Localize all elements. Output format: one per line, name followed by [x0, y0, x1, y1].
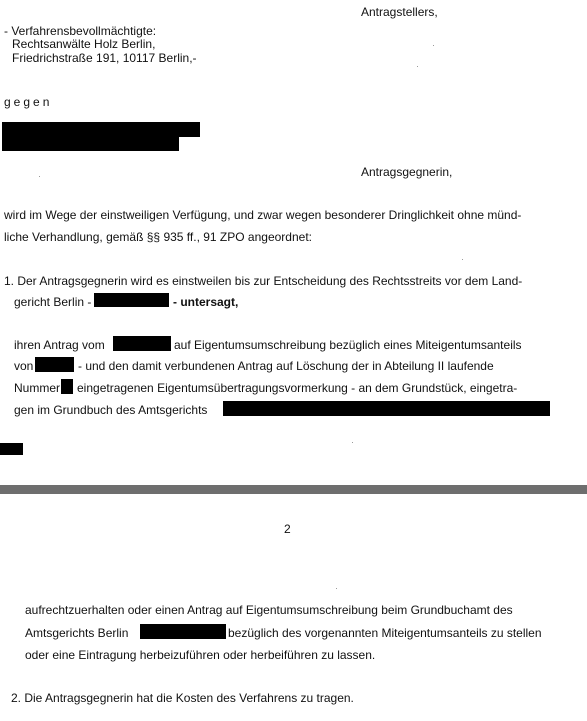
- antragsgegnerin-label: Antragsgegnerin,: [361, 165, 453, 179]
- item-2-line: 2. Die Antragsgegnerin hat die Kosten des Verfahrens zu tragen.: [11, 691, 354, 705]
- scan-speck: [336, 588, 337, 589]
- page-number: 2: [284, 522, 291, 536]
- item-1-line: gericht Berlin -: [14, 295, 92, 309]
- scan-speck: [462, 259, 463, 260]
- scan-speck: [417, 66, 418, 67]
- redaction-block: [94, 293, 169, 307]
- gegen-label: gegen: [4, 95, 53, 109]
- redaction-block: [223, 401, 550, 416]
- item-1-paragraph-line: ihren Antrag vom: [14, 338, 105, 352]
- continuation-line: oder eine Eintragung herbeizuführen oder herbeiführen zu lassen.: [25, 648, 376, 662]
- redaction-block: [2, 122, 200, 137]
- item-1-paragraph-line: Nummer: [14, 381, 61, 395]
- antragsteller-label: Antragstellers,: [361, 5, 438, 19]
- intro-line: liche Verhandlung, gemäß §§ 935 ff., 91 ZPO angeordnet:: [4, 230, 312, 244]
- redaction-block: [61, 379, 73, 394]
- continuation-line: bezüglich des vorgenannten Miteigentumsanteils zu stellen: [228, 626, 542, 640]
- item-1-paragraph-line: - und den damit verbundenen Antrag auf Löschung der in Abteilung II laufende: [78, 359, 494, 373]
- item-1-line: 1. Der Antragsgegnerin wird es einstweilen bis zur Entscheidung des Rechtsstreits vor dem Land-: [4, 274, 523, 288]
- item-1-paragraph-line: eingetragenen Eigentumsübertragungsvormerkung - an dem Grundstück, eingetra-: [77, 381, 518, 395]
- bevollmaechtigte-address: Friedrichstraße 191, 10117 Berlin,-: [12, 51, 197, 65]
- redaction-block: [140, 624, 226, 639]
- redaction-block: [113, 336, 171, 351]
- redaction-block: [35, 357, 74, 372]
- untersagt-text: - untersagt,: [173, 295, 239, 309]
- scan-speck: [39, 176, 40, 177]
- continuation-line: aufrechtzuerhalten oder einen Antrag auf Eigentumsumschreibung beim Grundbuchamt des: [25, 603, 513, 617]
- continuation-line: Amtsgerichts Berlin: [25, 626, 129, 640]
- item-1-paragraph-line: gen im Grundbuch des Amtsgerichts: [14, 403, 208, 417]
- page-divider: [0, 485, 587, 494]
- item-1-paragraph-line: von: [14, 359, 34, 373]
- bevollmaechtigte-heading: - Verfahrensbevollmächtigte:: [4, 24, 157, 38]
- scan-speck: [433, 45, 434, 46]
- intro-line: wird im Wege der einstweiligen Verfügung, und zwar wegen besonderer Dringlichkeit ohne münd-: [4, 208, 522, 222]
- bevollmaechtigte-name: Rechtsanwälte Holz Berlin,: [12, 37, 156, 51]
- item-1-paragraph-line: auf Eigentumsumschreibung bezüglich eines Miteigentumsanteils: [174, 338, 522, 352]
- redaction-block: [0, 443, 23, 455]
- scan-speck: [352, 442, 353, 443]
- redaction-block: [2, 137, 179, 151]
